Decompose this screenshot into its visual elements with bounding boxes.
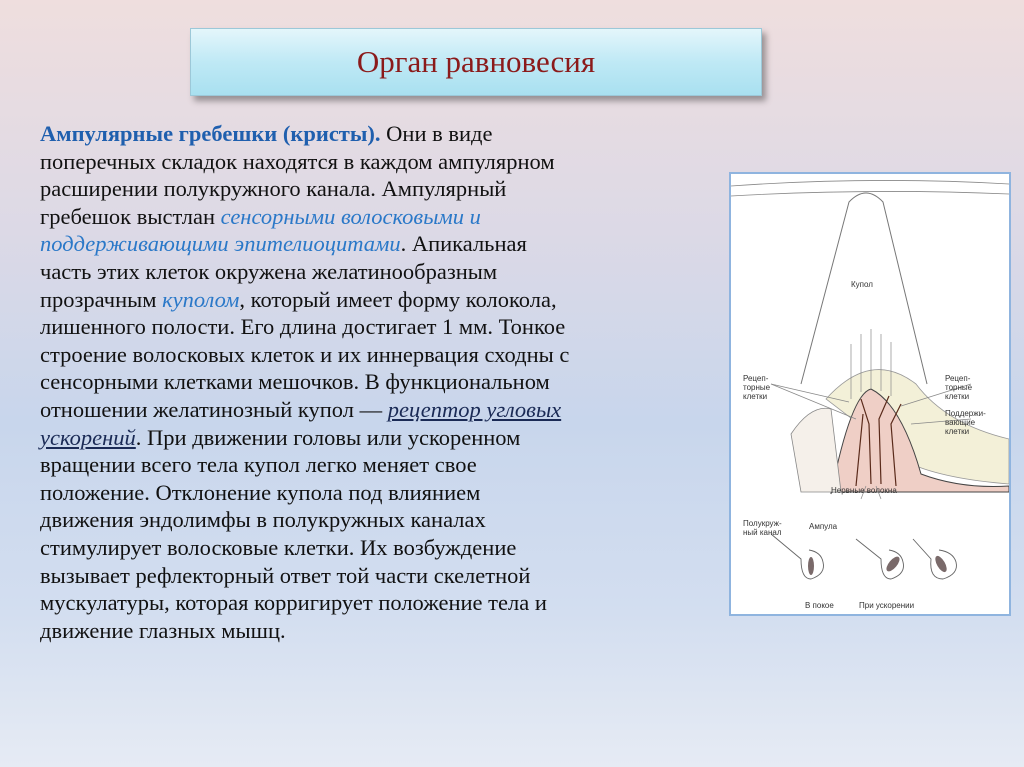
text-line: строение волосковых клеток и их иннервация сходны с	[40, 341, 570, 367]
text-line: расширении полукружного канала. Ампулярный	[40, 176, 507, 202]
text-line: положение. Отклонение купола под влиянием	[40, 479, 481, 505]
text-line: движения эндолимфы в полукружных каналах	[40, 507, 486, 533]
label-supporting-cells: Поддержи- вающие клетки	[945, 409, 986, 436]
label-ampulla: Ампула	[809, 522, 838, 531]
text-line: поперечных складок находятся в каждом ампулярном	[40, 148, 555, 174]
text-line: вращении всего тела купол легко меняет свое	[40, 452, 477, 478]
text-segment: . При движении головы или ускоренном	[135, 424, 521, 450]
text-line	[40, 286, 720, 314]
label-receptor-left: Рецеп- торные клетки	[743, 374, 771, 401]
text-line: лишенного полости. Его длина достигает 1 мм. Тонкое	[40, 314, 566, 340]
text-segment: гребешок выстлан	[40, 203, 221, 229]
text-line: мускулатуры, которая корригирует положение тела и	[40, 590, 547, 616]
text-line: движение глазных мышц.	[40, 617, 286, 643]
ampullary-crest-figure	[729, 172, 1011, 616]
slide-title-box	[190, 28, 762, 96]
text-line	[40, 120, 720, 148]
text-line: часть этих клеток окружена желатинообразным	[40, 258, 498, 284]
label-cupula: Купол	[851, 280, 873, 289]
text-segment: отношении желатинозный купол —	[40, 396, 388, 422]
text-segment: Они в виде	[380, 121, 493, 146]
text-segment: прозрачным	[40, 286, 163, 312]
label-canal: Полукруж- ный канал	[743, 519, 782, 537]
text-line	[40, 424, 720, 452]
text-line: стимулирует волосковые клетки. Их возбуждение	[40, 534, 517, 560]
body-text	[40, 120, 720, 644]
label-accelerating: При ускорении	[859, 601, 915, 610]
term-receptor: рецептор угловых	[387, 396, 562, 422]
text-segment: , который имеет форму колокола,	[239, 286, 557, 312]
label-receptor-right: Рецеп- торные клетки	[945, 374, 973, 401]
text-line	[40, 396, 720, 424]
text-segment: . Апикальная	[400, 231, 527, 257]
text-line	[40, 203, 720, 231]
term-sensory: сенсорными волосковыми и	[220, 203, 481, 229]
text-line: сенсорными клетками мешочков. В функциональном	[40, 369, 550, 395]
term-cupula: куполом	[162, 286, 240, 312]
text-line: вызывает рефлекторный ответ той части скелетной	[40, 562, 531, 588]
label-at-rest: В покое	[805, 601, 834, 610]
label-nerve-fibers: Нервные волокна	[831, 486, 897, 495]
term-supporting: поддерживающими эпителиоцитами	[40, 231, 401, 257]
slide-title: Орган равновесия	[356, 44, 596, 79]
term-receptor-cont: ускорений	[40, 424, 136, 450]
term-cristae: Ампулярные гребешки (кристы).	[40, 121, 381, 146]
text-line	[40, 230, 720, 258]
